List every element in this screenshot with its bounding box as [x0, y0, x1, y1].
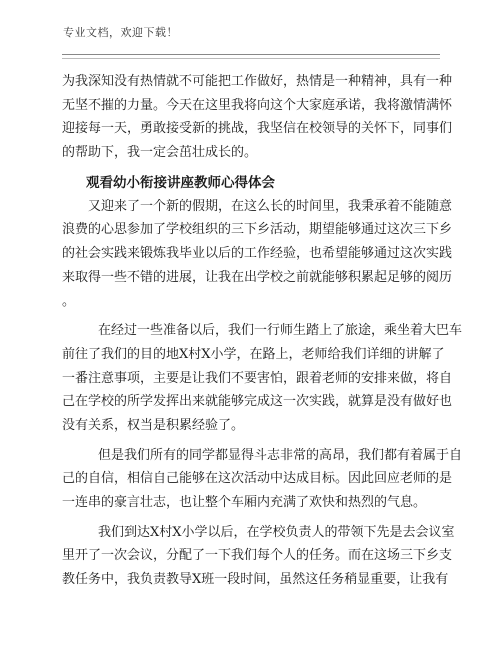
text-line: 来取得一些不错的进展，让我在出学校之前就能够积累起足够的阅历	[62, 269, 453, 285]
text-line: 无坚不摧的力量。今天在这里我将向这个大家庭承诺，我将激情满怀	[62, 97, 453, 113]
paragraph-3	[62, 444, 463, 515]
text-line: 又迎来了一个新的假期，在这么长的时间里，我秉承着不能随意	[88, 198, 453, 214]
text-line: 己在学校的所学发挥出来就能够完成这一次实践，就算是没有做好也	[62, 394, 453, 410]
text-line: 迎接每一天，勇敢接受新的挑战，我坚信在校领导的关怀下，同事们	[62, 121, 453, 137]
page-header: 专业文档，欢迎下载！	[63, 26, 178, 39]
text-line: 前往了我们的目的地X村X小学，在路上，老师给我们详细的讲解了	[62, 346, 445, 362]
paragraph-2	[62, 319, 463, 437]
text-line: 没有关系，权当是积累经验了。	[62, 417, 245, 433]
paragraph-1	[62, 195, 453, 313]
document-body	[62, 70, 463, 592]
text-line: 但是我们所有的同学都显得斗志非常的高昂，我们都有着属于自	[98, 447, 463, 463]
intro-paragraph	[62, 70, 453, 165]
text-line: 我们到达X村X小学以后，在学校负责人的带领下先是去会议室	[98, 524, 455, 540]
text-line: 浪费的心思参加了学校组织的三下乡活动，期望能够通过这次三下乡	[62, 222, 453, 238]
text-line: 一连串的豪言壮志，也让整个车厢内充满了欢快和热烈的气息。	[62, 495, 427, 510]
text-line: 教任务中，我负责教导X班一段时间，虽然这任务稍显重要，让我有	[62, 572, 449, 588]
text-line: 里开了一次会议，分配了一下我们每个人的任务。而在这场三下乡支	[62, 548, 453, 564]
section-title: 观看幼小衔接讲座教师心得体会	[86, 174, 275, 191]
text-line: 的帮助下，我一定会茁壮成长的。	[62, 145, 258, 161]
text-line: 己的自信，相信自己能够在这次活动中达成目标。因此回应老师的是	[62, 471, 453, 487]
text-line: 。	[62, 293, 76, 309]
header-rule-secondary	[62, 58, 440, 59]
text-line: 在经过一些准备以后，我们一行师生踏上了旅途，乘坐着大巴车	[98, 323, 463, 339]
header-rule	[62, 54, 440, 55]
text-line: 一番注意事项，主要是让我们不要害怕，跟着老师的安排来做，将自	[62, 370, 453, 386]
text-line: 的社会实践来锻炼我毕业以后的工作经验，也希望能够通过这次实践	[62, 246, 453, 262]
text-line: 为我深知没有热情就不可能把工作做好，热情是一种精神，具有一种	[62, 74, 453, 89]
paragraph-4	[62, 521, 455, 592]
